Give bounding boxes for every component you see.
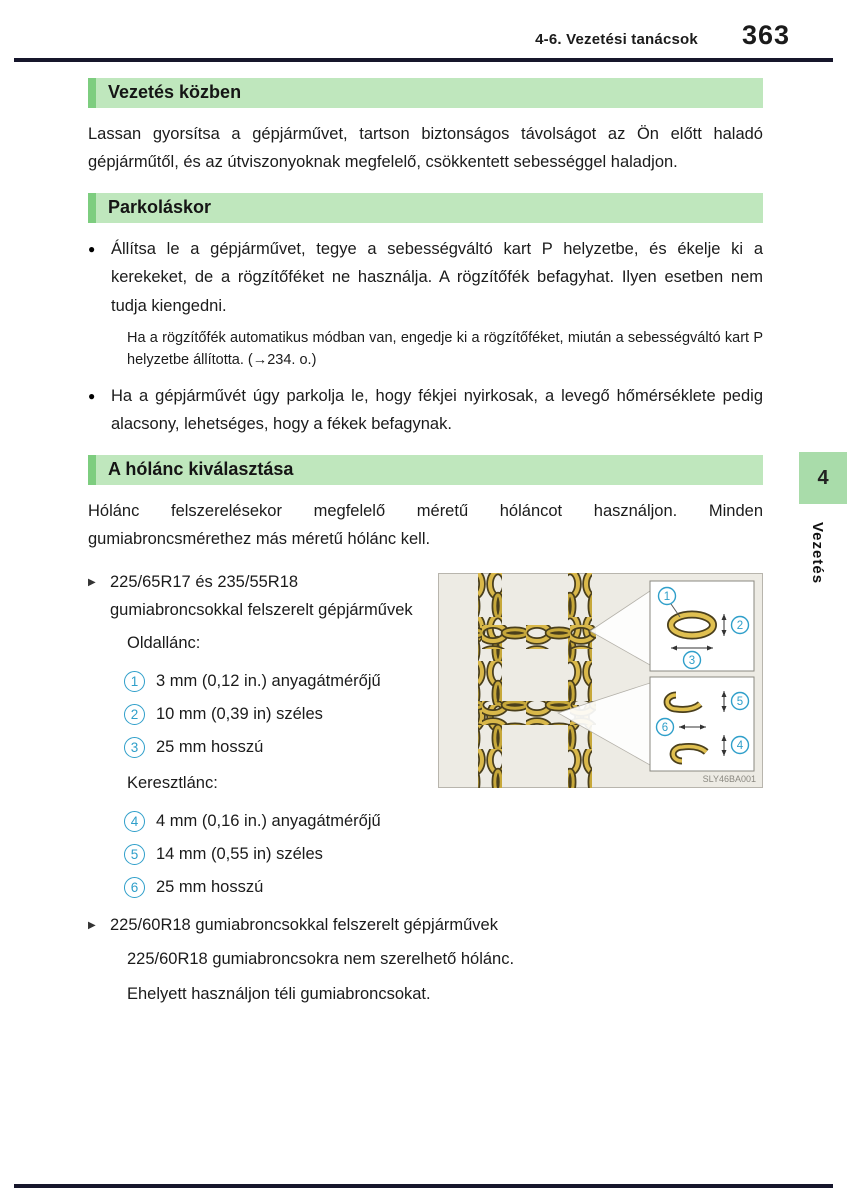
snow-chain-figure: [438, 573, 763, 788]
section-title-driving: Vezetés közben: [88, 78, 763, 108]
callout-2: 2: [736, 620, 744, 633]
page-content: [88, 78, 763, 1008]
side-chain-label: Oldallánc:: [127, 633, 201, 652]
tire-variant-2-line-1: 225/60R18 gumiabroncsokra nem szerelhető hólánc.: [127, 950, 515, 969]
tire-variant-2-line-2: Ehelyett használjon téli gumiabroncsokat.: [127, 984, 431, 1003]
parking-note: Ha a rögzítőfék automatikus módban van, engedje ki a rögzítőféket, miután a sebességváltó kart P helyzetbe állította. (→234. o.): [127, 329, 763, 369]
parking-bullet-1-text: Állítsa le a gépjárművet, tegye a sebességváltó kart P helyzetbe, és ékelje ki a kerekeket, de a rögzítőféket ne használja. A rögzítőfék befagyhat. Ilyen esetben nem tudja kiengedni.: [111, 239, 763, 315]
tire-variant-item-1: [88, 569, 424, 623]
bullet-icon: ●: [88, 241, 96, 256]
callout-3: 3: [688, 655, 696, 668]
circled-number-1: 1: [124, 671, 145, 692]
circled-number-2: 2: [124, 704, 145, 725]
tire-variant-1-title: 225/65R17 és 235/55R18 gumiabroncsokkal felszerelt gépjárművek: [110, 573, 413, 619]
tire-variant-2-title: 225/60R18 gumiabroncsokkal felszerelt gépjárművek: [110, 916, 498, 935]
circled-number-4: 4: [124, 811, 145, 832]
spec-4-text: 4 mm (0,16 in.) anyagátmérőjű: [156, 812, 381, 831]
snow-chain-block: [88, 569, 763, 1008]
chapter-label: Vezetés: [809, 522, 826, 585]
parking-bullet-1: [88, 235, 763, 320]
spec-row-1: [124, 665, 424, 698]
spec-2-text: 10 mm (0,39 in) széles: [156, 704, 323, 723]
parking-bullet-2-text: Ha a gépjárművét úgy parkolja le, hogy fékjei nyirkosak, a levegő hőmérséklete pedig alacsony, lehetséges, hogy a fékek befagynak.: [111, 386, 763, 434]
spec-row-6: [124, 871, 763, 904]
parking-bullet-2: [88, 382, 763, 439]
circled-number-5: 5: [124, 844, 145, 865]
spec-3-text: 25 mm hosszú: [156, 737, 264, 756]
cross-chain-top: [478, 625, 596, 649]
driving-paragraph: Lassan gyorsítsa a gépjárművet, tartson biztonságos távolságot az Ön előtt haladó gépjárműtől, és az útviszonyoknak megfelelő, csökkentett sebességgel haladjon.: [88, 125, 763, 172]
arrow-bullet-icon: ▶: [88, 920, 96, 932]
spec-row-4: [124, 805, 763, 838]
page-number: 363: [741, 20, 790, 50]
chapter-side-tab: [799, 452, 847, 584]
spec-row-5: [124, 838, 763, 871]
breadcrumb: 4-6. Vezetési tanácsok: [535, 31, 698, 48]
chapter-number-tab: 4: [799, 452, 847, 504]
section-title-snow-chain: A hólánc kiválasztása: [88, 455, 763, 485]
snow-chain-paragraph: Hólánc felszerelésekor megfelelő méretű hóláncot használjon. Minden gumiabroncsmérethez más méretű hólánc kell.: [88, 501, 763, 548]
callout-6: 6: [661, 722, 669, 735]
cross-chain-label: Keresztlánc:: [127, 773, 218, 792]
figure-code: SLY46BA001: [702, 774, 756, 785]
spec-1-text: 3 mm (0,12 in.) anyagátmérőjű: [156, 671, 381, 690]
callout-5: 5: [736, 696, 744, 709]
circled-number-3: 3: [124, 737, 145, 758]
callout-4: 4: [736, 740, 744, 753]
section-title-parking: Parkoláskor: [88, 193, 763, 223]
callout-1: 1: [663, 591, 671, 604]
spec-5-text: 14 mm (0,55 in) széles: [156, 845, 323, 864]
side-chain-left: [478, 573, 502, 788]
bullet-icon: ●: [88, 388, 96, 403]
spec-6-text: 25 mm hosszú: [156, 878, 264, 897]
cross-link-detail-box: [650, 677, 754, 771]
side-link-detail-box: [650, 581, 754, 671]
snow-chain-diagram: [438, 573, 763, 788]
tire-variant-item-2: [88, 912, 763, 939]
side-chain-right: [568, 573, 592, 788]
footer-rule: [14, 1184, 833, 1188]
spec-row-2: [124, 698, 424, 731]
page-header: [535, 20, 790, 51]
circled-number-6: 6: [124, 877, 145, 898]
arrow-bullet-icon: ▶: [88, 577, 96, 589]
spec-row-3: [124, 731, 424, 764]
header-rule: [14, 58, 833, 62]
